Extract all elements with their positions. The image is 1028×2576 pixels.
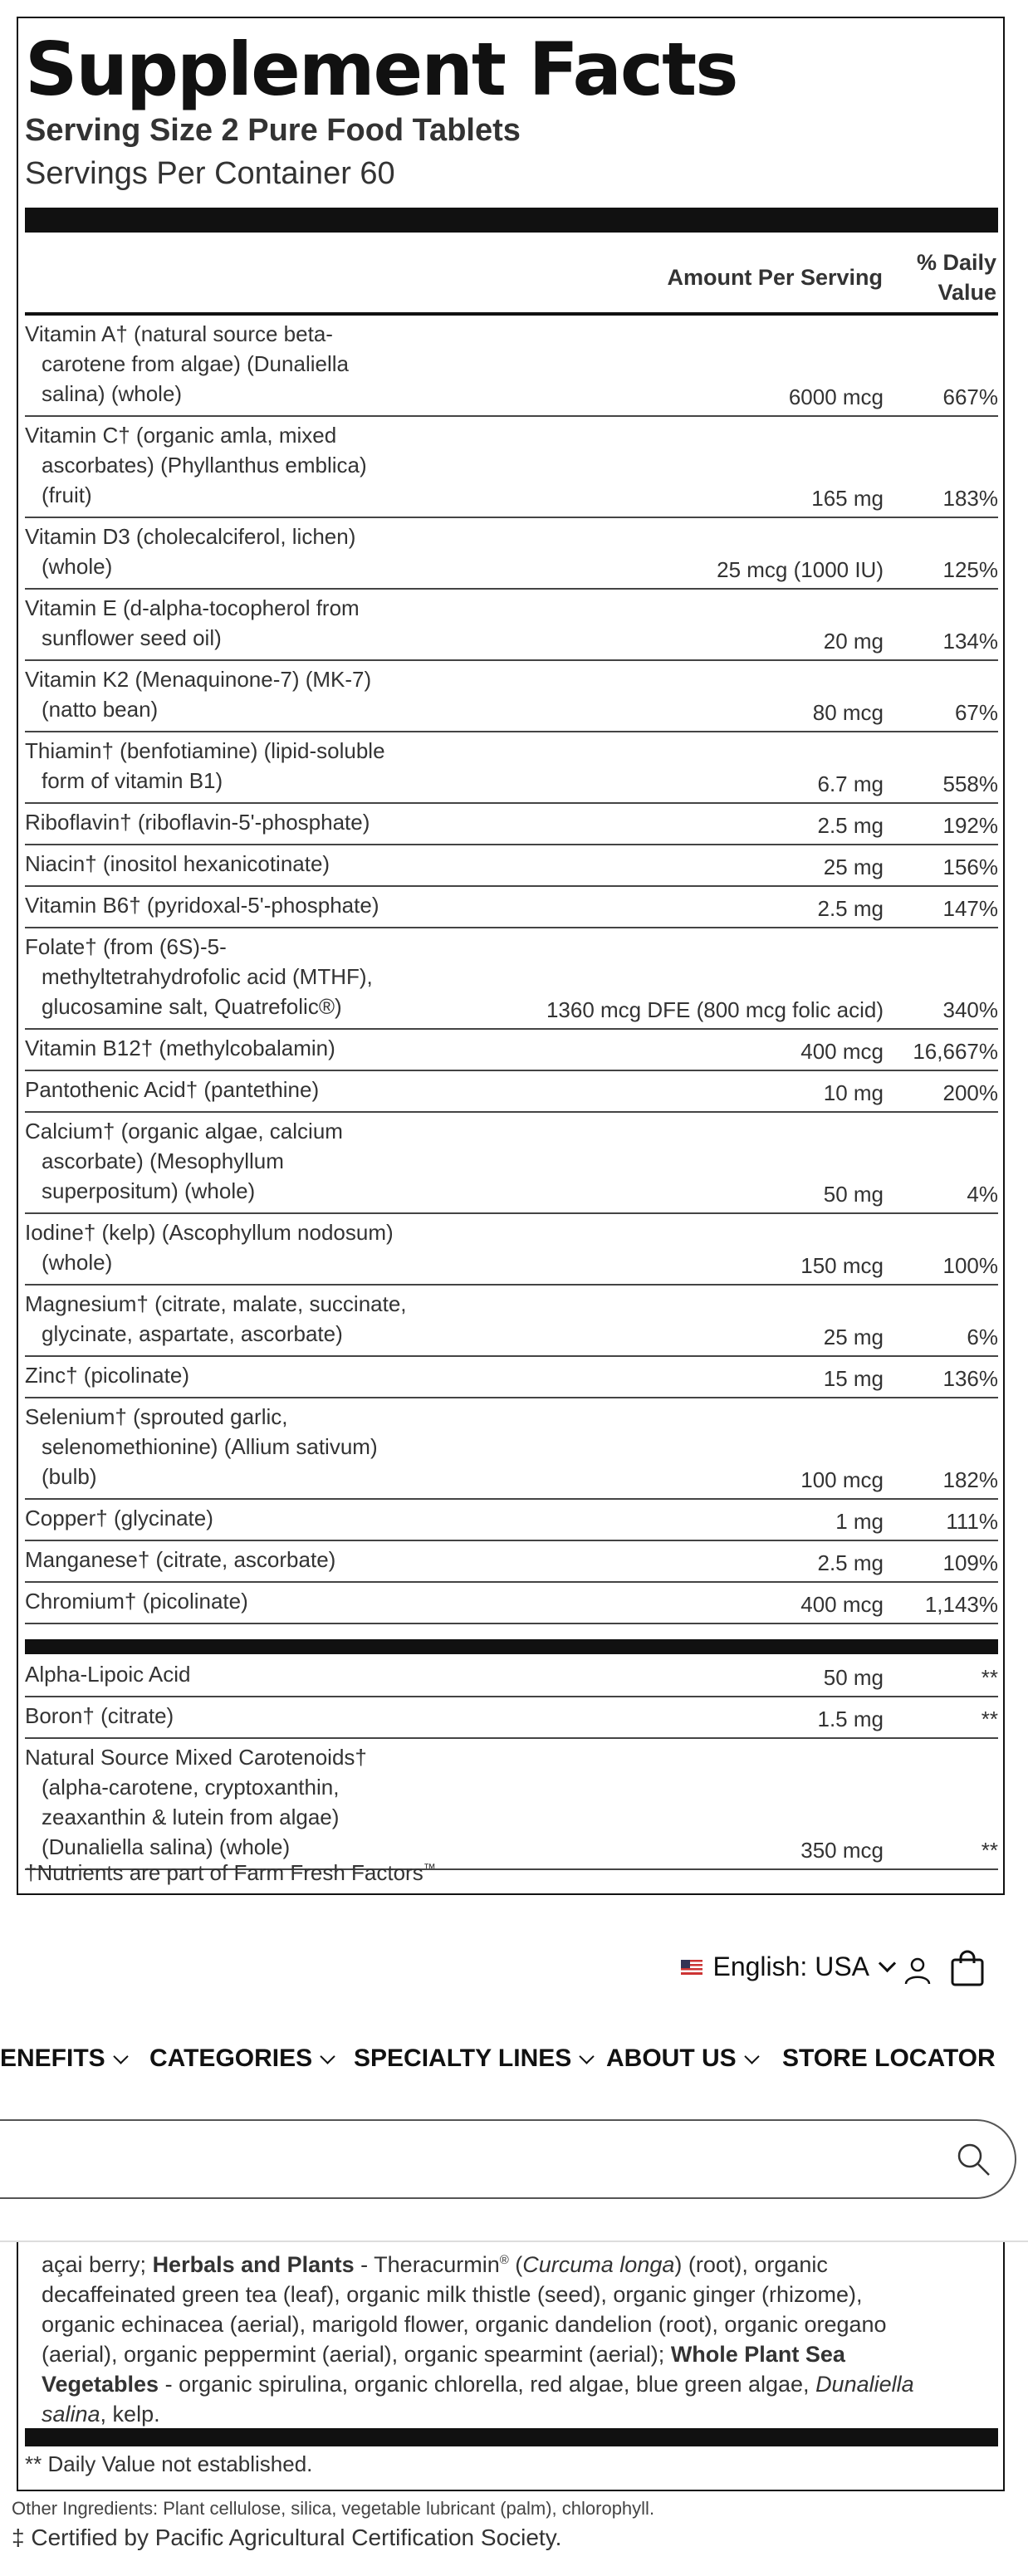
- nutrient-row: [25, 1286, 998, 1357]
- nutrient-amount: 15 mg: [823, 1366, 884, 1391]
- thick-divider-2: [25, 1639, 998, 1654]
- supplement-facts-label: [17, 17, 1005, 1895]
- nutrient-row: [25, 1583, 998, 1624]
- nutrient-name-line: salina) (whole): [42, 381, 183, 406]
- nutrient-name: [25, 807, 490, 837]
- nutrient-name-line: Zinc† (picolinate): [25, 1363, 189, 1388]
- ingredient-list: açai berry; Herbals and Plants - Theracurmin® (Curcuma longa) (root), organic decaffeinated green tea (leaf), organic milk thistle (seed), organic ginger (rhizome), organic echinacea (aerial), marigold flower, organic dandelion (root), organic oregano (aerial), organic peppermint (aerial), organic spearmint (aerial); Whole Plant Sea Vegetables - organic spirulina, organic chlorella, red algae, blue green algae, Dunaliella salina, kelp.: [42, 2252, 914, 2427]
- nutrient-amount: 100 mcg: [800, 1467, 884, 1492]
- daily-value-note: ** Daily Value not established.: [25, 2451, 313, 2476]
- nutrient-name-line: form of vitamin B1): [42, 768, 223, 793]
- nutrient-name-line: glucosamine salt, Quatrefolic®): [42, 994, 342, 1019]
- nutrient-name-line: Magnesium† (citrate, malate, succinate,: [25, 1291, 407, 1316]
- nutrient-name: [25, 1075, 490, 1104]
- nutrient-row: [25, 804, 998, 845]
- nutrient-row: [25, 1214, 998, 1286]
- nutrient-amount: 25 mcg (1000 IU): [717, 557, 884, 582]
- nutrient-daily-value: 100%: [942, 1253, 998, 1278]
- nutrient-amount: 50 mg: [823, 1665, 884, 1690]
- nutrient-daily-value: **: [981, 1838, 998, 1863]
- serving-size: Serving Size 2 Pure Food Tablets: [25, 113, 521, 148]
- nutrient-name-line: Manganese† (citrate, ascorbate): [25, 1547, 336, 1572]
- nutrient-daily-value: **: [981, 1665, 998, 1690]
- nutrient-row: [25, 1541, 998, 1583]
- nav-categories[interactable]: CATEGORIES: [149, 2045, 333, 2073]
- nutrient-name-line: (whole): [42, 554, 113, 579]
- nutrient-daily-value: **: [981, 1707, 998, 1731]
- nutrient-name: [25, 593, 490, 653]
- nutrient-amount: 2.5 mg: [817, 896, 884, 921]
- nutrient-name-line: Vitamin D3 (cholecalciferol, lichen): [25, 524, 356, 549]
- nutrient-daily-value: 156%: [942, 855, 998, 879]
- chevron-down-icon: [320, 2049, 335, 2064]
- nutrient-daily-value: 667%: [942, 384, 998, 409]
- nutrient-name-line: Vitamin K2 (Menaquinone-7) (MK-7): [25, 667, 372, 692]
- nutrient-name: [25, 319, 490, 409]
- nutrient-row: [25, 1030, 998, 1071]
- nutrient-amount: 2.5 mg: [817, 813, 884, 838]
- nutrient-amount: 150 mcg: [800, 1253, 884, 1278]
- nutrient-amount: 6.7 mg: [817, 771, 884, 796]
- nutrient-name-line: Chromium† (picolinate): [25, 1589, 248, 1614]
- amount-per-serving-header: Amount Per Serving: [667, 265, 883, 290]
- nutrient-row: [25, 1357, 998, 1398]
- nutrient-daily-value: 136%: [942, 1366, 998, 1391]
- supplement-facts-label-continued: [17, 2242, 1005, 2491]
- nutrient-amount: 400 mcg: [800, 1039, 884, 1064]
- nutrient-name: [25, 849, 490, 879]
- nutrient-row: [25, 1113, 998, 1214]
- us-flag-icon: [681, 1960, 702, 1975]
- nutrient-name-line: sunflower seed oil): [42, 625, 222, 650]
- nutrient-name-line: Vitamin A† (natural source beta-: [25, 321, 333, 346]
- nutrient-name: [25, 1217, 490, 1277]
- nutrient-name-line: Natural Source Mixed Carotenoids†: [25, 1745, 367, 1770]
- nutrient-name: [25, 1116, 490, 1206]
- nutrient-name-line: glycinate, aspartate, ascorbate): [42, 1321, 343, 1346]
- nav-about-us[interactable]: ABOUT US: [606, 2045, 757, 2073]
- farm-fresh-footnote: †Nutrients are part of Farm Fresh Factors™: [25, 1860, 436, 1885]
- nutrient-row: [25, 1500, 998, 1541]
- nutrient-daily-value: 182%: [942, 1467, 998, 1492]
- nutrient-name-line: Riboflavin† (riboflavin-5'-phosphate): [25, 810, 370, 835]
- nutrient-daily-value: 4%: [967, 1182, 998, 1207]
- nutrient-name-line: Niacin† (inositol hexanicotinate): [25, 851, 330, 876]
- nutrient-name-line: superpositum) (whole): [42, 1178, 256, 1203]
- nutrient-name: [25, 890, 490, 920]
- nav-specialty-lines[interactable]: SPECIALTY LINES: [354, 2045, 592, 2073]
- nutrient-name-line: (bulb): [42, 1464, 97, 1489]
- nutrient-name-line: Folate† (from (6S)-5-: [25, 934, 227, 959]
- nutrient-daily-value: 200%: [942, 1080, 998, 1105]
- nutrient-row: [25, 1398, 998, 1500]
- nutrient-amount: 6000 mcg: [788, 384, 884, 409]
- nutrient-row: [25, 590, 998, 661]
- nutrient-daily-value: 111%: [946, 1509, 998, 1534]
- nutrient-name-line: selenomethionine) (Allium sativum): [42, 1434, 378, 1459]
- nutrient-daily-value: 558%: [942, 771, 998, 796]
- chevron-down-icon: [879, 1955, 896, 1972]
- nutrient-row: [25, 1656, 998, 1697]
- nutrient-daily-value: 183%: [942, 486, 998, 511]
- nutrient-name-line: carotene from algae) (Dunaliella: [42, 351, 349, 376]
- nutrient-amount: 2.5 mg: [817, 1550, 884, 1575]
- nutrient-name-line: Copper† (glycinate): [25, 1506, 213, 1530]
- nutrient-name-line: (fruit): [42, 482, 92, 507]
- nutrient-name: [25, 1701, 490, 1731]
- nutrient-name-line: Calcium† (organic algae, calcium: [25, 1119, 343, 1144]
- nutrient-name: [25, 522, 490, 581]
- nutrient-daily-value: 147%: [942, 896, 998, 921]
- nutrient-daily-value: 125%: [942, 557, 998, 582]
- language-label: English: USA: [712, 1952, 869, 1981]
- nutrient-name-line: Selenium† (sprouted garlic,: [25, 1404, 288, 1429]
- nutrient-daily-value: 340%: [942, 997, 998, 1022]
- nutrient-amount: 400 mcg: [800, 1592, 884, 1617]
- nutrient-name: [25, 1742, 490, 1862]
- nutrient-name: [25, 1360, 490, 1390]
- nutrient-name-line: Vitamin B6† (pyridoxal-5'-phosphate): [25, 893, 379, 918]
- nutrient-row: [25, 1071, 998, 1113]
- nutrient-name: [25, 420, 490, 510]
- label-title: Supplement Facts: [25, 27, 737, 112]
- nutrient-name-line: (Dunaliella salina) (whole): [42, 1834, 291, 1859]
- servings-per-container: Servings Per Container 60: [25, 156, 395, 191]
- nutrient-name: [25, 1289, 490, 1349]
- nutrient-daily-value: 16,667%: [913, 1039, 998, 1064]
- search-bar[interactable]: [0, 2119, 1016, 2199]
- nav-benefits[interactable]: ENEFITS: [0, 2045, 126, 2073]
- nutrient-name-line: Iodine† (kelp) (Ascophyllum nodosum): [25, 1220, 394, 1245]
- nutrient-name: [25, 1033, 490, 1063]
- nutrient-amount: 20 mg: [823, 629, 884, 654]
- nutrient-amount: 1.5 mg: [817, 1707, 884, 1731]
- nutrient-name-line: Alpha-Lipoic Acid: [25, 1662, 191, 1687]
- nutrient-name: [25, 1545, 490, 1574]
- nutrient-name-line: Vitamin E (d-alpha-tocopherol from: [25, 595, 360, 620]
- nutrient-name: [25, 932, 490, 1021]
- search-icon[interactable]: [955, 2141, 991, 2177]
- nutrient-daily-value: 192%: [942, 813, 998, 838]
- certification-note: ‡ Certified by Pacific Agricultural Certification Society.: [12, 2525, 562, 2550]
- nutrient-row: [25, 518, 998, 590]
- nutrient-name: [25, 1402, 490, 1491]
- nutrient-name-line: (whole): [42, 1250, 113, 1275]
- nutrient-amount: 165 mg: [811, 486, 884, 511]
- nutrient-row: [25, 732, 998, 804]
- cart-icon[interactable]: [950, 1950, 985, 1986]
- nutrient-name-line: Thiamin† (benfotiamine) (lipid-soluble: [25, 738, 385, 763]
- nutrient-daily-value: 67%: [954, 700, 998, 725]
- chevron-down-icon: [113, 2049, 128, 2064]
- nutrient-name: [25, 736, 490, 796]
- nutrient-daily-value: 109%: [942, 1550, 998, 1575]
- thick-divider: [25, 208, 998, 233]
- nutrient-amount: 10 mg: [823, 1080, 884, 1105]
- nutrient-name: [25, 664, 490, 724]
- nutrient-amount: 350 mcg: [800, 1838, 884, 1863]
- nutrient-amount: 1 mg: [835, 1509, 884, 1534]
- nutrient-name-line: Vitamin C† (organic amla, mixed: [25, 423, 337, 448]
- thick-divider-3: [25, 2428, 998, 2446]
- nutrient-row: [25, 417, 998, 518]
- nutrient-name: [25, 1503, 490, 1533]
- nutrient-name-line: zeaxanthin & lutein from algae): [42, 1805, 340, 1829]
- nutrient-name-line: Boron† (citrate): [25, 1703, 174, 1728]
- nutrient-name: [25, 1586, 490, 1616]
- nutrient-name-line: (natto bean): [42, 697, 159, 722]
- nutrient-name-line: methyltetrahydrofolic acid (MTHF),: [42, 964, 373, 989]
- nutrient-amount: 80 mcg: [812, 700, 884, 725]
- nutrient-name: [25, 1659, 490, 1689]
- nutrient-name-line: ascorbates) (Phyllanthus emblica): [42, 453, 367, 477]
- search-input[interactable]: [18, 2139, 885, 2181]
- nutrient-row: [25, 887, 998, 928]
- nutrient-name-line: ascorbate) (Mesophyllum: [42, 1148, 284, 1173]
- nutrient-amount: 25 mg: [823, 855, 884, 879]
- nutrient-row: [25, 845, 998, 887]
- nutrient-row: [25, 1697, 998, 1739]
- nutrient-amount: 50 mg: [823, 1182, 884, 1207]
- nutrient-daily-value: 1,143%: [924, 1592, 998, 1617]
- chevron-down-icon: [580, 2049, 595, 2064]
- nutrient-daily-value: 6%: [967, 1325, 998, 1349]
- nutrient-row: [25, 316, 998, 417]
- nutrient-name-line: (alpha-carotene, cryptoxanthin,: [42, 1775, 340, 1800]
- nutrient-daily-value: 134%: [942, 629, 998, 654]
- other-ingredients: Other Ingredients: Plant cellulose, silica, vegetable lubricant (palm), chlorophyll.: [12, 2498, 655, 2519]
- nutrient-name-line: Pantothenic Acid† (pantethine): [25, 1077, 320, 1102]
- nav-store-locator[interactable]: STORE LOCATOR: [782, 2045, 996, 2072]
- nutrient-row: [25, 1739, 998, 1870]
- daily-value-header: % Daily Value: [916, 250, 996, 305]
- user-icon[interactable]: [903, 1956, 932, 1985]
- language-selector[interactable]: [681, 1952, 893, 1982]
- nutrient-row: [25, 661, 998, 732]
- nutrient-amount: 1360 mcg DFE (800 mcg folic acid): [546, 997, 884, 1022]
- nutrient-row: [25, 928, 998, 1030]
- nutrient-amount: 25 mg: [823, 1325, 884, 1349]
- nutrient-name-line: Vitamin B12† (methylcobalamin): [25, 1036, 335, 1060]
- chevron-down-icon: [744, 2049, 759, 2064]
